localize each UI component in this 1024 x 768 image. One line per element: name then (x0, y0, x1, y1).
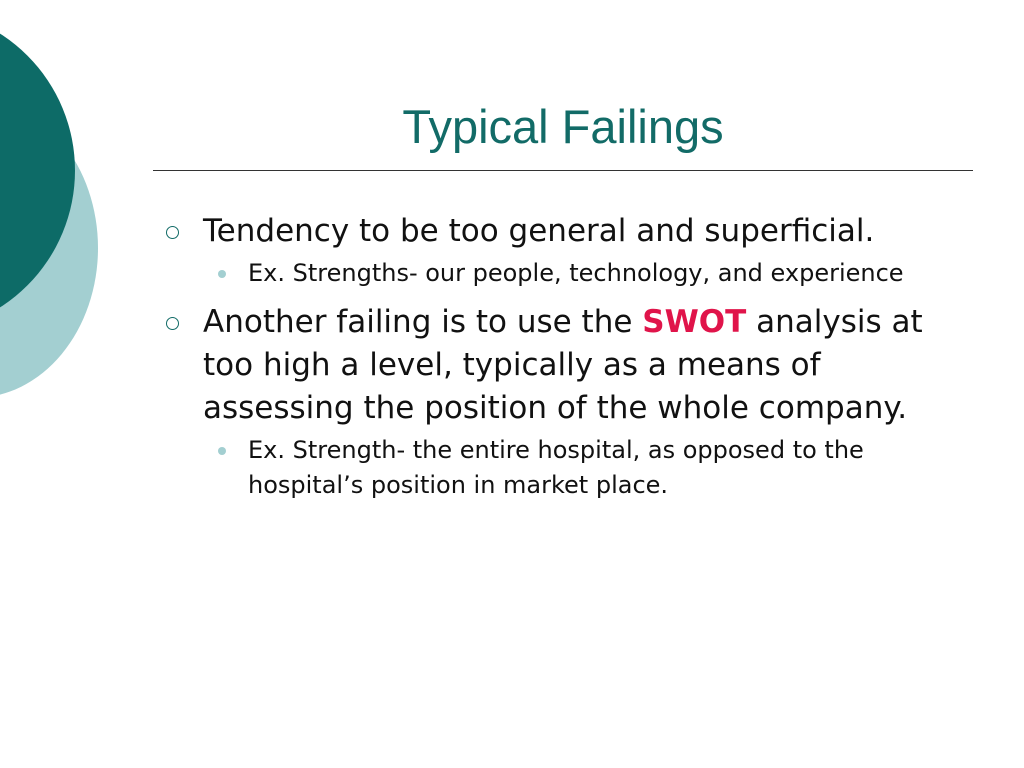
hollow-circle-bullet-icon (166, 317, 179, 330)
sub-bullet-item (160, 256, 960, 291)
dot-bullet-icon (218, 270, 226, 278)
bullet-item (160, 210, 960, 253)
bullet-text-before: Another failing is to use the (203, 304, 643, 340)
dot-bullet-icon (218, 447, 226, 455)
bullet-text: Tendency to be too general and superficial. (203, 213, 875, 249)
sub-bullet-text: Ex. Strengths- our people, technology, and experience (248, 259, 904, 287)
title-divider (153, 170, 973, 171)
sub-bullet-item (160, 433, 960, 503)
slide-body (160, 210, 960, 503)
slide-title: Typical Failings (402, 100, 724, 153)
hollow-circle-bullet-icon (166, 226, 179, 239)
bullet-text-after: analysis at too high a level, typically as a means of assessing the position of the whole company. (203, 304, 923, 426)
swot-highlight: SWOT (642, 304, 747, 340)
sub-bullet-text: Ex. Strength- the entire hospital, as opposed to the hospital’s position in market place. (248, 436, 864, 499)
bullet-item (160, 301, 960, 430)
